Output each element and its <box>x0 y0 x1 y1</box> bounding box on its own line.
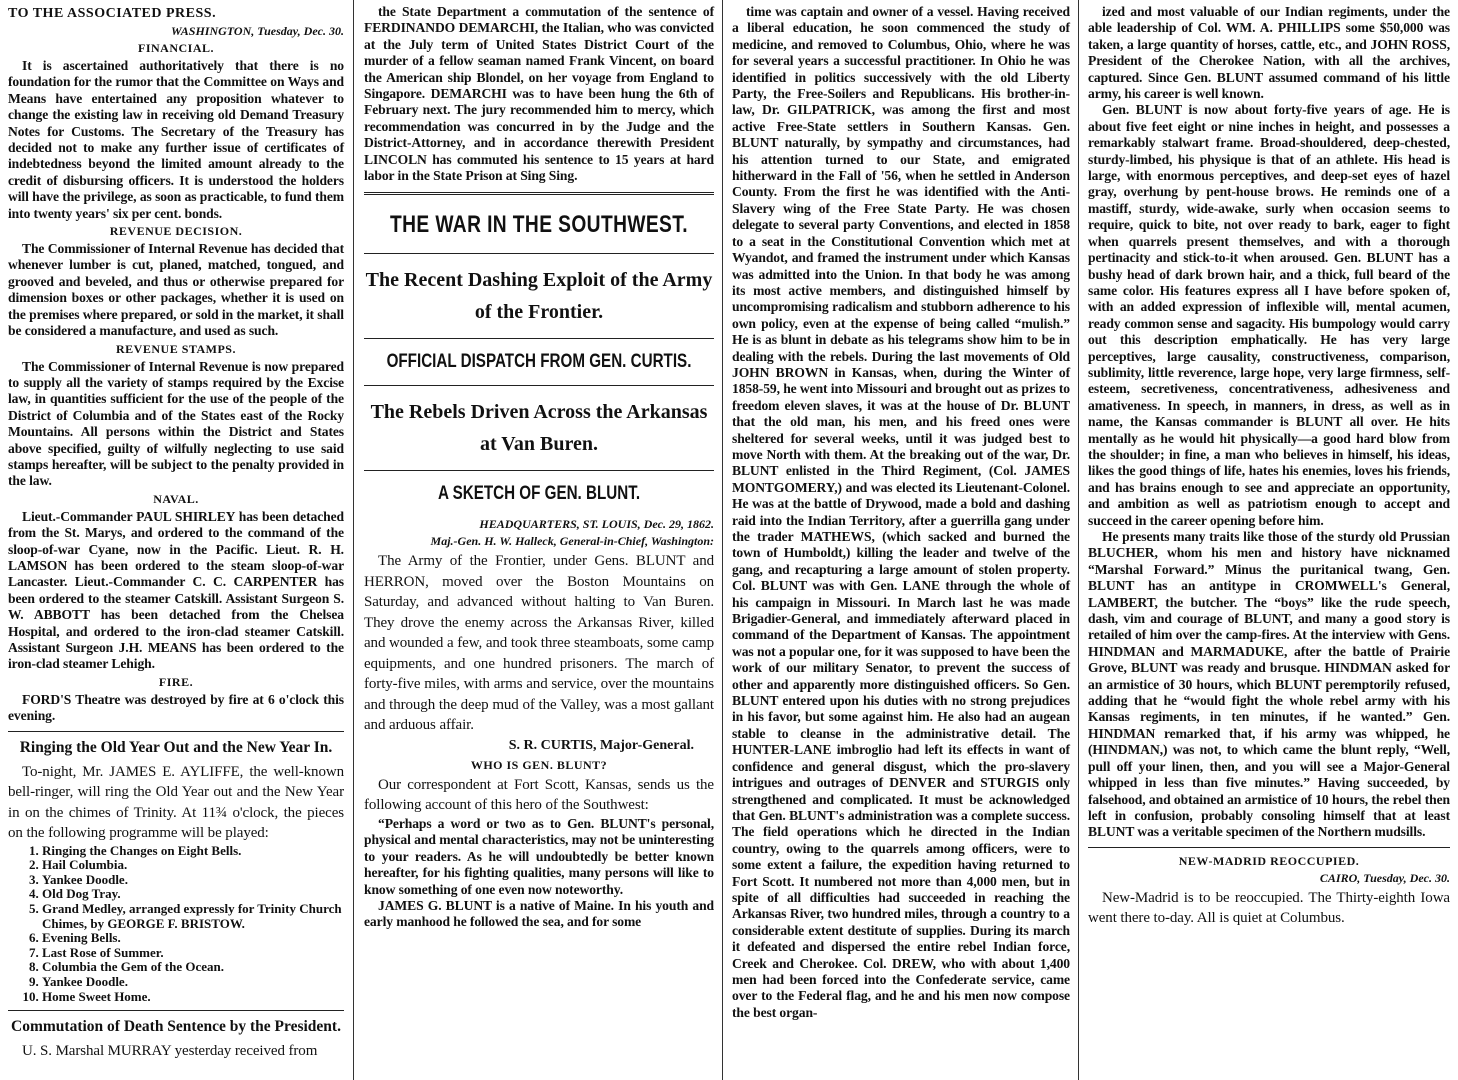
list-item: 4. Old Dog Tray. <box>42 887 344 902</box>
section-heading: REVENUE STAMPS. <box>116 341 236 356</box>
list-item: 6. Evening Bells. <box>42 931 344 946</box>
article-paragraph: He presents many traits like those of the sturdy old Prussian BLUCHER, whom his men and history have nicknamed “Marshal Forward.” Minus the puritanical twang, Gen. BLUNT has an antitype in CROMWELL's General, LAMBERT, the butcher. The “boys” like the rude speech, dash, vim and courage of BLUNT, and many a good story is retailed of him over the camp-fires. At the interview with Gens. HINDMAN and MARMADUKE, after the battle of Prairie Grove, BLUNT was ready and brusque. HINDMAN asked for an armistice of 30 hours, which BLUNT peremptorily refused, adding that he “would fight the whole rebel army with his Kansas regiments, in ten minutes, if he wanted.” Gen. HINDMAN remarked that, if his army was whipped, he (HINDMAN,) was not, to which came the blunt reply, “Well, pull off your linen, then, and you will see a Major-General whipped in less than five minutes.” Having succeeded, by falsehood, and obtained an armistice of 10 hours, the rebel then left in confusion, probably consoling himself that at least BLUNT was a veritable specimen of the Northern mudsills. <box>1088 529 1450 840</box>
list-item: 2. Hail Columbia. <box>42 858 344 873</box>
divider-rule <box>8 1010 344 1011</box>
article-paragraph: U. S. Marshal MURRAY yesterday received from <box>22 1043 318 1060</box>
sub-headline: The Rebels Driven Across the Arkansas at Van Buren. <box>370 401 708 456</box>
divider-rule <box>364 385 714 386</box>
divider-rule <box>364 470 714 471</box>
dateline: Maj.-Gen. H. W. Halleck, General-in-Chief, Washington: <box>430 534 714 549</box>
article-paragraph: time was captain and owner of a vessel. Having received a liberal education, he soon commenced the study of medicine, and removed to Columbus, Ohio, where he was for several years a successful practitioner. In Ohio he was identified in politics successively with the old Liberty Party, the Free-Soilers and Republicans. His brother-in-law, Dr. GILPATRICK, was among the first and most active Free-State settlers in Southern Kansas. Gen. BLUNT naturally, by sympathy and circumstances, had his attention turned to our State, and emigrated hitherward in the Fall of '56, when he settled in Anderson County. From the first he was identified with the Anti-Slavery wing of the Free State Party. He was chosen delegate to several party Conventions, and elected in 1858 to a seat in the Constitutional Convention which met at Wyandot, and framed the instrument under which Kansas was admitted into the Union. In that body he was among its most active members, and distinguished himself by uncompromising radicalism and stubborn adherence to his own policy, even at the expense of being called “mulish.” He is as blunt in debate as his telegrams show him to be in dealing with the rebels. During the last movements of Old JOHN BROWN in Kansas, when, during the Winter of 1858-59, he went into Missouri and brought out as prizes to freedom eleven slaves, it was at the house of Dr. BLUNT that the old man, his men, and his freed ones were sheltered for several weeks, until it was judged best to move North with them. At the breaking out of the war, Dr. BLUNT enlisted in the Third Regiment, (Col. JAMES MONTGOMERY,) and was elected its Lieutenant-Colonel. He was at the battle of Drywood, made a bold and dashing raid into the Indian Territory, after a guerrilla gang under the trader MATHEWS, (which sacked and burned the town of Humboldt,) killing the leader and twelve of the gang, and recapturing a large amount of stolen property. Col. BLUNT was with Gen. LANE through the whole of his campaign in Missouri. In March last he was made Brigadier-General, and immediately afterward placed in command of the Department of Kansas. The appointment was not a popular one, for it was supposed to have been the work of our military Senator, to prevent the success of other and apparently more distinguished officers. So Gen. BLUNT entered upon his duties with no strong prejudices in his favor, but some against him. He also had an augean stable to cleanse in the administrative detail. The HUNTER-LANE imbroglio had left its effects in want of confidence and general disgust, which the pro-slavery intrigues and outrages of DENVER and STURGIS only strengthened and complicated. It must be acknowledged that Gen. BLUNT's administration was a complete success. The field operations which he directed in the Indian country, owing to the quarrels among officers, were to some extent a failure, the expedition having returned to Fort Scott. It numbered not more than 4,000 men, but in spite of all difficulties had succeeded in reaching the Arkansas River, two hundred miles, through a country to a considerable extent destitute of supplies. During its march it defeated and dispersed the entire rebel Indian force, Creek and Cherokee. Col. DREW, who with about 1,400 men had been forced into the Confederate service, came over to the Federal flag, and he and his men now compose the best organ- <box>732 4 1070 1020</box>
article-headline: Commutation of Death Sentence by the President. <box>11 1018 341 1036</box>
list-item: 9. Yankee Doodle. <box>42 975 344 990</box>
sub-headline: The Recent Dashing Exploit of the Army of the Frontier. <box>365 269 713 324</box>
dateline: HEADQUARTERS, ST. LOUIS, Dec. 29, 1862. <box>479 517 714 532</box>
signature: S. R. CURTIS, Major-General. <box>508 737 694 753</box>
main-headline: THE WAR IN THE SOUTHWEST. <box>390 211 688 239</box>
article-paragraph: Lieut.-Commander PAUL SHIRLEY has been detached from the St. Marys, and ordered to the command of the sloop-of-war Cyane, now in the Pacific. Lieut. R. H. LAMSON has been ordered to the steam sloop-of-war Lancaster. Lieut.-Commander C. C. CARPENTER has been ordered to the steamer Catskill. Assistant Surgeon S. W. ABBOTT has been detached from the Chelsea Hospital, and ordered to the iron-clad steamer Catskill. Assistant Surgeon J.H. MEANS has been ordered to the iron-clad steamer Lehigh. <box>8 508 344 672</box>
section-heading: NAVAL. <box>153 491 199 506</box>
article-paragraph: the State Department a commutation of the sentence of FERDINANDO DEMARCHI, the Italian, who was convicted at the July term of United States District Court of the murder of a fellow seaman named Frank Vincent, on board the American ship Blondel, on her voyage from England to Singapore. DEMARCHI was to have been hung the 6th of February next. The jury recommended him to mercy, which recommendation was concurred in by the Judge and the District-Attorney, and in accordance therewith President LINCOLN has commuted his sentence to 15 years at hard labor in the State Prison at Sing Sing. <box>364 4 714 184</box>
section-heading: TO THE ASSOCIATED PRESS. <box>8 6 217 21</box>
sub-headline: OFFICIAL DISPATCH FROM GEN. CURTIS. <box>386 351 692 373</box>
section-heading: REVENUE DECISION. <box>109 224 243 239</box>
article-paragraph: To-night, Mr. JAMES E. AYLIFFE, the well-known bell-ringer, will ring the Old Year out and the New Year in on the chimes of Trinity. At 11¾ o'clock, the pieces on the following programme will be played: <box>8 763 344 842</box>
article-paragraph: Our correspondent at Fort Scott, Kansas, sends us the following account of this hero of the Southwest: <box>364 776 714 814</box>
column-divider <box>353 0 354 1080</box>
article-paragraph: FORD'S Theatre was destroyed by fire at 6 o'clock this evening. <box>8 691 344 724</box>
column-divider <box>722 0 723 1080</box>
article-paragraph: ized and most valuable of our Indian regiments, under the able leadership of Col. WM. A. PHILLIPS some $50,000 was taken, a large quantity of horses, cattle, etc., and JOHN ROSS, President of the Cherokee Nation, with all the archives, captured. Since Gen. BLUNT assumed command of his little army, his career is well known. <box>1088 4 1450 102</box>
list-item: 3. Yankee Doodle. <box>42 873 344 888</box>
article-paragraph: The Commissioner of Internal Revenue has decided that whenever lumber is cut, planed, matched, tongued, and grooved and beveled, and thus or otherwise prepared for dimension boxes or other packages, whether it is used on the premises where prepared, or sold in the market, it shall be considered a manufacture, and used as such. <box>8 241 344 339</box>
programme-list <box>8 844 344 1005</box>
article-paragraph: New-Madrid is to be reoccupied. The Thirty-eighth Iowa went there to-day. All is quiet at Columbus. <box>1088 889 1450 927</box>
sub-headline: A SKETCH OF GEN. BLUNT. <box>437 483 641 505</box>
article-paragraph: JAMES G. BLUNT is a native of Maine. In his youth and early manhood he followed the sea, and for some <box>364 898 714 930</box>
divider-rule <box>364 192 714 195</box>
section-heading: WHO IS GEN. BLUNT? <box>470 757 608 772</box>
column-2 <box>356 4 722 1080</box>
list-item: 5. Grand Medley, arranged expressly for Trinity Church Chimes, by GEORGE F. BRISTOW. <box>42 902 344 931</box>
divider-rule <box>364 338 714 339</box>
section-heading: FINANCIAL. <box>137 41 214 55</box>
article-paragraph: The Army of the Frontier, under Gens. BLUNT and HERRON, moved over the Boston Mountains on Saturday, and advanced without halting to Van Buren. They drove the enemy across the Arkansas River, killed and wounded a few, and took three steamboats, some camp equipments, and one hundred prisoners. The march of forty-five miles, with arms and service, over the mountains and through the deep mud of the Valley, was a most gallant and arduous affair. <box>364 553 714 734</box>
article-paragraph: It is ascertained authoritatively that there is no foundation for the rumor that the Committee on Ways and Means have entertained any proposition whatever to change the existing law in receiving old Demand Treasury Notes for Customs. The Secretary of the Treasury has decided not to make any further issue of certificates of indebtedness beyond the limited amount already to the credit of disbursing officers. It is understood the holders will have the privilege, as soon as practicable, to fund them into twenty years' six per cent. bonds. <box>8 58 344 221</box>
list-item: 10. Home Sweet Home. <box>42 990 344 1005</box>
column-divider <box>1078 0 1079 1080</box>
section-heading: FIRE. <box>158 674 194 689</box>
dateline: CAIRO, Tuesday, Dec. 30. <box>1319 870 1450 885</box>
column-4 <box>1080 4 1458 1080</box>
section-heading: NEW-MADRID REOCCUPIED. <box>1178 853 1360 868</box>
article-paragraph: The Commissioner of Internal Revenue is now prepared to supply all the variety of stamps required by the Excise law, in quantities sufficient for the use of the people of the District of Columbia and of the States east of the Rocky Mountains. All persons within the District and States above specified, guilty of wilfully neglecting to use said stamps hereafter, will be subject to the penalty provided in the law. <box>8 358 344 489</box>
divider-rule <box>1088 847 1450 848</box>
divider-rule <box>364 253 714 254</box>
list-item: 1. Ringing the Changes on Eight Bells. <box>42 844 344 859</box>
article-paragraph: “Perhaps a word or two as to Gen. BLUNT's personal, physical and mental characteristics, may not be uninteresting to your readers. As he will undoubtedly be better known hereafter, for his fighting qualities, many persons will like to know something of one even now noteworthy. <box>364 815 714 897</box>
column-3 <box>724 4 1078 1080</box>
article-paragraph: Gen. BLUNT is now about forty-five years of age. He is about five feet eight or nine inches in height, and possesses a remarkably stalwart frame. Broad-shouldered, deep-chested, sturdy-limbed, his physique is that of an athlete. His head is large, with enormous perceptives, and deep-set eyes of hazel gray, overhung by pent-house brows. He reminds one of a mastiff, sturdy, wide-awake, surly when occasion seems to require, quick to bite, not over ready to bark, eager to fight when quarrels present themselves, and with a thorough pertinacity and stick-to-it when aroused. Gen. BLUNT has a bushy head of dark brown hair, and a thick, full beard of the same color. His features express all I have before spoken of, with an added expression of inflexible will, mental acumen, ready common sense and sagacity. His bumpology would carry out this description emphatically. He has very large perceptives, large causality, constructiveness, comparison, sublimity, little reverence, large hope, very large firmness, self-esteem, secretiveness, concentrativeness, adhesiveness and amativeness. In speech, in manners, in dress, as well as in name, the Kansas commander is BLUNT all over. He hits mentally as he would hit physically—a good hard blow from the shoulder; in fine, a man who believes in himself, his ideas, likes the good things of life, hates his enemies, loves his friends, and has brains enough to see and appreciate an opportunity, and ambition as well as patriotism enough to accept and succeed in the career opening before him. <box>1088 102 1450 528</box>
article-headline: Ringing the Old Year Out and the New Year In. <box>19 738 333 756</box>
dateline: WASHINGTON, Tuesday, Dec. 30. <box>171 24 344 38</box>
list-item: 7. Last Rose of Summer. <box>42 946 344 961</box>
list-item: 8. Columbia the Gem of the Ocean. <box>42 960 344 975</box>
column-1 <box>0 4 352 1080</box>
divider-rule <box>8 731 344 732</box>
